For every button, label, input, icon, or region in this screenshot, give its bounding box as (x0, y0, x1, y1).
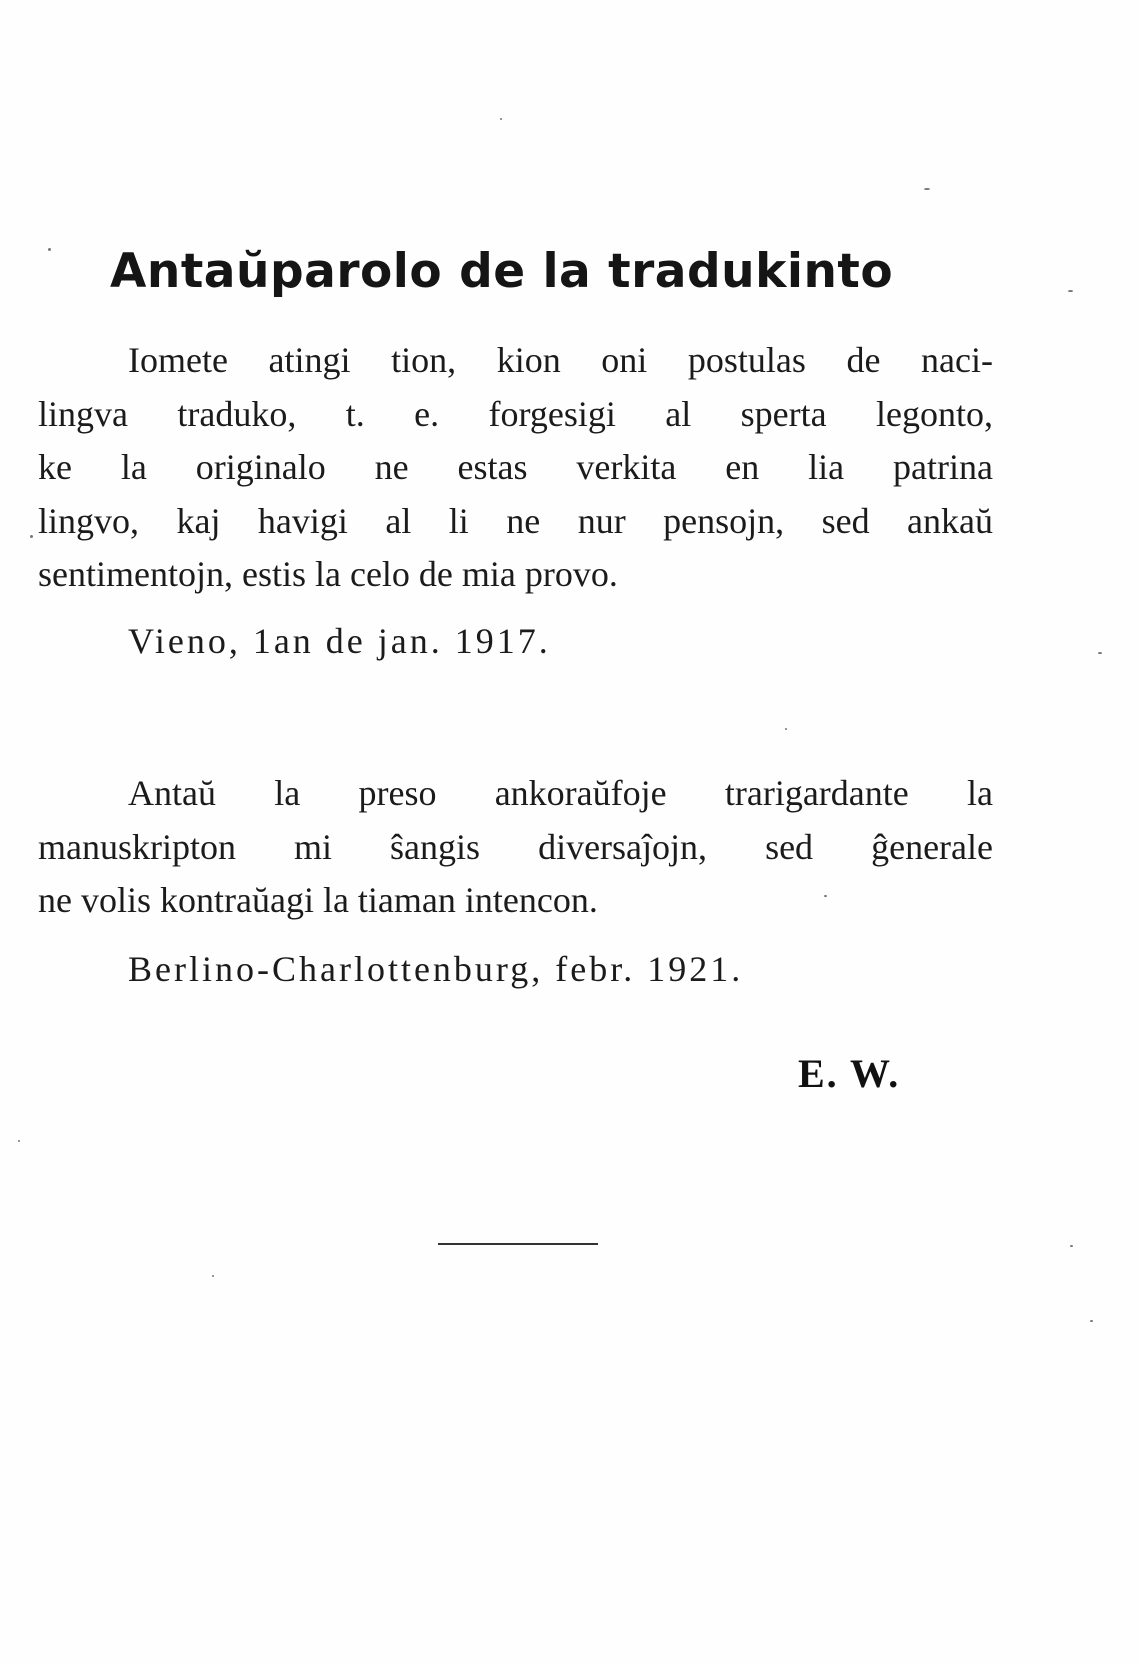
end-rule (438, 1243, 598, 1245)
paragraph-line: Antaŭ la preso ankoraŭfoje trarigardante la (128, 773, 993, 813)
scan-speck (1090, 1320, 1093, 1322)
scan-speck (500, 118, 502, 120)
dateline-berlin: Berlino-Charlottenburg, febr. 1921. (128, 949, 744, 989)
paragraph-line: sentimentojn, estis la celo de mia provo. (38, 554, 618, 594)
paragraph-line: ne volis kontraŭagi la tiaman intencon. (38, 880, 598, 920)
paragraph-line: ke la originalo ne estas verkita en lia patrina (38, 447, 993, 487)
paragraph-translator-note (38, 334, 993, 602)
scan-speck (1098, 652, 1102, 654)
scan-speck (48, 248, 51, 251)
scan-speck (924, 188, 930, 190)
signature-initials: E. W. (798, 1051, 901, 1096)
scan-speck (1070, 1245, 1073, 1247)
paragraph-revision-note (38, 767, 993, 928)
paragraph-line: lingvo, kaj havigi al li ne nur pensojn, sed ankaŭ (38, 500, 993, 541)
scan-speck (212, 1275, 214, 1277)
scan-speck (18, 1140, 20, 1142)
scan-speck (30, 535, 33, 538)
paragraph-line: lingva traduko, t. e. forgesigi al sperta legonto, (38, 393, 993, 434)
scan-speck (1068, 290, 1073, 292)
page-title: Antaŭparolo de la tradukinto (110, 244, 894, 299)
scan-speck (785, 728, 787, 730)
paragraph-line: manuskripton mi ŝangis diversaĵojn, sed ĝenerale (38, 826, 993, 867)
dateline-vienna: Vieno, 1an de jan. 1917. (128, 621, 551, 661)
scan-speck (824, 895, 827, 897)
paragraph-line: Iomete atingi tion, kion oni postulas de naci- (128, 340, 993, 380)
